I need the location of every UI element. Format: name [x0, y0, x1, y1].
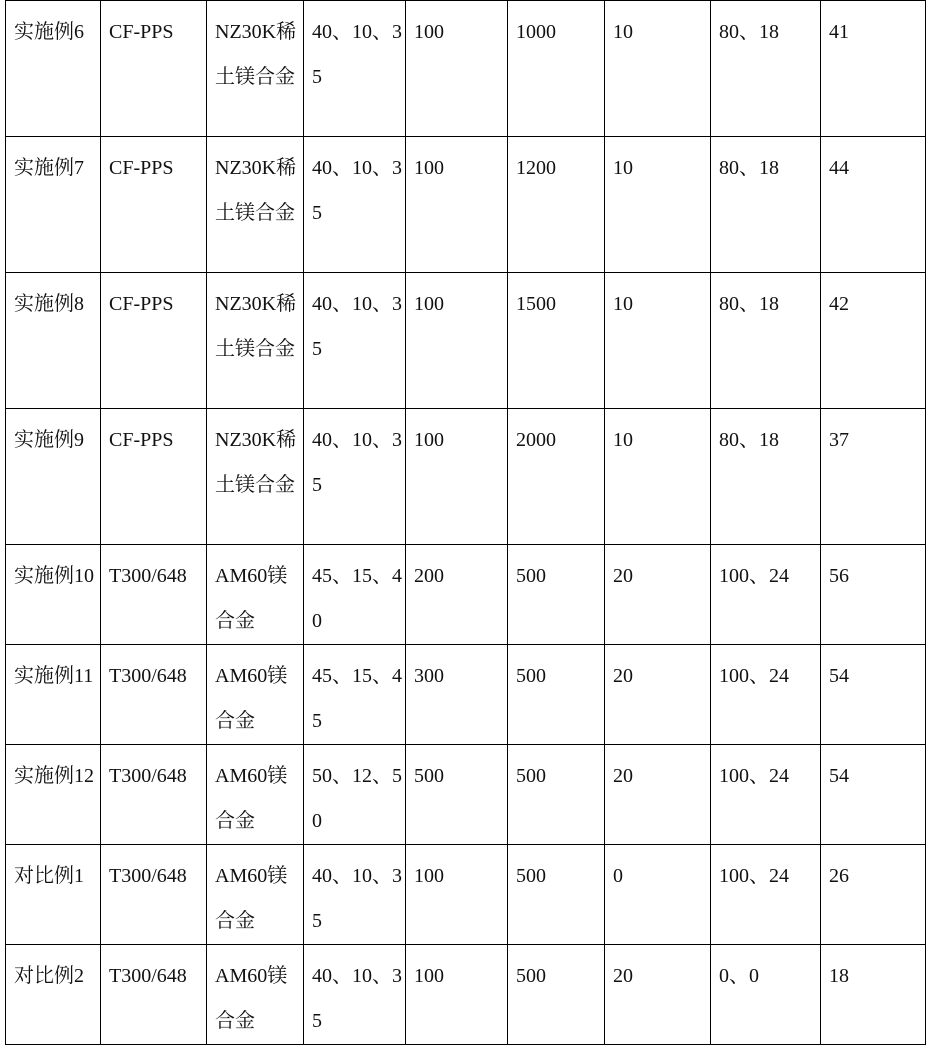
table-cell: T300/648	[101, 845, 207, 945]
table-cell: 实施例7	[6, 137, 101, 273]
table-cell: 80、18	[711, 409, 821, 545]
table-cell: 1200	[508, 137, 605, 273]
table-cell: 10	[605, 137, 711, 273]
table-cell: 500	[508, 745, 605, 845]
table-cell: 500	[508, 545, 605, 645]
table-cell: 40、10、35	[304, 273, 406, 409]
table-row	[6, 409, 926, 545]
table-cell: 41	[821, 1, 926, 137]
table-cell: 300	[406, 645, 508, 745]
table-cell: 实施例8	[6, 273, 101, 409]
table-cell: 1000	[508, 1, 605, 137]
table-cell: 100、24	[711, 745, 821, 845]
table-cell: 500	[508, 645, 605, 745]
table-cell: 100	[406, 137, 508, 273]
table-cell: 40、10、35	[304, 945, 406, 1045]
table-cell: 1500	[508, 273, 605, 409]
table-cell: 37	[821, 409, 926, 545]
table-row	[6, 545, 926, 645]
table-cell: AM60镁合金	[207, 745, 304, 845]
table-cell: AM60镁合金	[207, 945, 304, 1045]
table-cell: 20	[605, 745, 711, 845]
table-cell: 54	[821, 745, 926, 845]
table-cell: CF-PPS	[101, 409, 207, 545]
table-cell: T300/648	[101, 645, 207, 745]
table-cell: 100	[406, 273, 508, 409]
table-cell: AM60镁合金	[207, 845, 304, 945]
table-cell: 42	[821, 273, 926, 409]
table-cell: 100	[406, 845, 508, 945]
table-cell: NZ30K稀土镁合金	[207, 137, 304, 273]
table-cell: 10	[605, 1, 711, 137]
table-cell: 200	[406, 545, 508, 645]
table-cell: 56	[821, 545, 926, 645]
table-cell: 实施例11	[6, 645, 101, 745]
table-cell: 40、10、35	[304, 845, 406, 945]
table-row	[6, 273, 926, 409]
table-cell: AM60镁合金	[207, 545, 304, 645]
results-table	[5, 0, 926, 1045]
table-cell: 80、18	[711, 273, 821, 409]
table-cell: 40、10、35	[304, 137, 406, 273]
table-cell: AM60镁合金	[207, 645, 304, 745]
table-row	[6, 945, 926, 1045]
table-cell: CF-PPS	[101, 273, 207, 409]
table-cell: CF-PPS	[101, 1, 207, 137]
table-cell: 40、10、35	[304, 1, 406, 137]
table-cell: 54	[821, 645, 926, 745]
table-cell: 2000	[508, 409, 605, 545]
table-row	[6, 137, 926, 273]
table-cell: 500	[508, 845, 605, 945]
table-cell: 20	[605, 545, 711, 645]
table-cell: 0	[605, 845, 711, 945]
table-row	[6, 745, 926, 845]
table-cell: 100、24	[711, 545, 821, 645]
table-cell: 500	[508, 945, 605, 1045]
table-cell: 18	[821, 945, 926, 1045]
table-cell: T300/648	[101, 545, 207, 645]
table-cell: 40、10、35	[304, 409, 406, 545]
table-cell: 100	[406, 1, 508, 137]
table-cell: 50、12、50	[304, 745, 406, 845]
table-cell: 26	[821, 845, 926, 945]
table-cell: NZ30K稀土镁合金	[207, 273, 304, 409]
table-cell: 0、0	[711, 945, 821, 1045]
table-cell: 100	[406, 409, 508, 545]
table-row	[6, 1, 926, 137]
table-cell: 10	[605, 273, 711, 409]
table-cell: 实施例6	[6, 1, 101, 137]
table-cell: 对比例1	[6, 845, 101, 945]
table-cell: 45、15、40	[304, 545, 406, 645]
table-cell: 实施例9	[6, 409, 101, 545]
table-cell: 45、15、45	[304, 645, 406, 745]
table-cell: 对比例2	[6, 945, 101, 1045]
table-cell: 10	[605, 409, 711, 545]
table-cell: CF-PPS	[101, 137, 207, 273]
table-cell: 500	[406, 745, 508, 845]
table-cell: 20	[605, 645, 711, 745]
table-cell: 100、24	[711, 845, 821, 945]
table-cell: 100、24	[711, 645, 821, 745]
table-cell: T300/648	[101, 745, 207, 845]
table-cell: 20	[605, 945, 711, 1045]
table-cell: 80、18	[711, 137, 821, 273]
table-cell: NZ30K稀土镁合金	[207, 1, 304, 137]
table-row	[6, 645, 926, 745]
table-cell: 实施例10	[6, 545, 101, 645]
table-cell: 100	[406, 945, 508, 1045]
table-row	[6, 845, 926, 945]
table-cell: 实施例12	[6, 745, 101, 845]
table-cell: NZ30K稀土镁合金	[207, 409, 304, 545]
table-cell: T300/648	[101, 945, 207, 1045]
table-cell: 80、18	[711, 1, 821, 137]
table-cell: 44	[821, 137, 926, 273]
